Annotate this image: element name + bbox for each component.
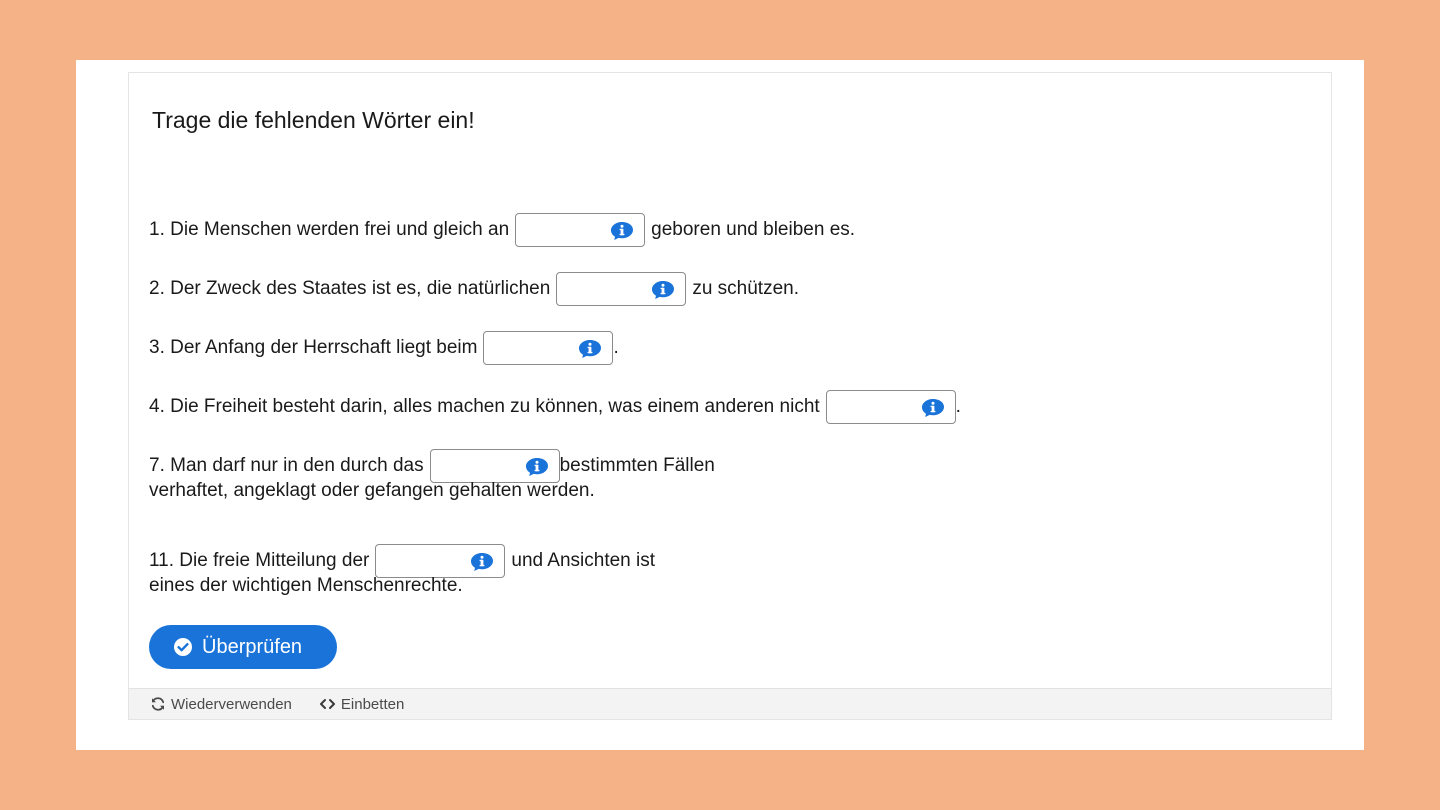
gap-item-1	[149, 213, 855, 247]
footer-bar	[129, 688, 1331, 719]
embed-link[interactable]	[319, 696, 404, 713]
embed-label: Einbetten	[340, 695, 405, 713]
item-text-after: bestimmten Fällen	[559, 455, 715, 476]
reuse-label: Wiederverwenden	[171, 695, 292, 713]
item-text-before: 2. Der Zweck des Staates ist es, die natürlichen	[149, 278, 551, 299]
item-11-continuation: eines der wichtigen Menschenrechte.	[149, 575, 463, 596]
item-text-after: geboren und bleiben es.	[651, 219, 856, 240]
gap-item-7	[149, 449, 715, 483]
gap-item-3	[149, 331, 619, 365]
info-icon[interactable]	[470, 552, 494, 572]
code-icon	[319, 697, 336, 711]
info-icon[interactable]	[921, 398, 945, 418]
item-text-after: zu schützen.	[692, 278, 799, 299]
gap-field-7[interactable]	[430, 449, 560, 483]
gap-item-11	[149, 544, 655, 578]
task-title: Trage die fehlenden Wörter ein!	[152, 107, 475, 133]
exercise-card	[128, 72, 1332, 720]
item-text-before: 4. Die Freiheit besteht darin, alles machen zu können, was einem anderen nicht	[149, 396, 820, 417]
item-text-before: 3. Der Anfang der Herrschaft liegt beim	[149, 337, 478, 358]
gap-item-4	[149, 390, 961, 424]
item-text-after: und Ansichten ist	[511, 550, 656, 571]
item-text-before: 7. Man darf nur in den durch das	[149, 455, 424, 476]
gap-item-2	[149, 272, 799, 306]
check-button[interactable]	[149, 625, 337, 669]
check-button-label: Überprüfen	[202, 635, 303, 658]
reuse-link[interactable]	[150, 696, 292, 713]
refresh-icon	[150, 696, 166, 712]
item-7-continuation: verhaftet, angeklagt oder gefangen gehalten werden.	[149, 480, 595, 501]
gap-field-1[interactable]	[515, 213, 645, 247]
content-frame	[76, 60, 1364, 750]
info-icon[interactable]	[651, 280, 675, 300]
gap-field-3[interactable]	[483, 331, 613, 365]
info-icon[interactable]	[525, 457, 549, 477]
item-text-before: 11. Die freie Mitteilung der	[149, 550, 370, 571]
gap-field-4[interactable]	[826, 390, 956, 424]
info-icon[interactable]	[578, 339, 602, 359]
gap-field-2[interactable]	[556, 272, 686, 306]
item-text-after: .	[613, 337, 619, 358]
check-circle-icon	[173, 637, 193, 657]
item-text-after: .	[955, 396, 961, 417]
item-text-before: 1. Die Menschen werden frei und gleich an	[149, 219, 510, 240]
info-icon[interactable]	[610, 221, 634, 241]
gap-field-11[interactable]	[375, 544, 505, 578]
